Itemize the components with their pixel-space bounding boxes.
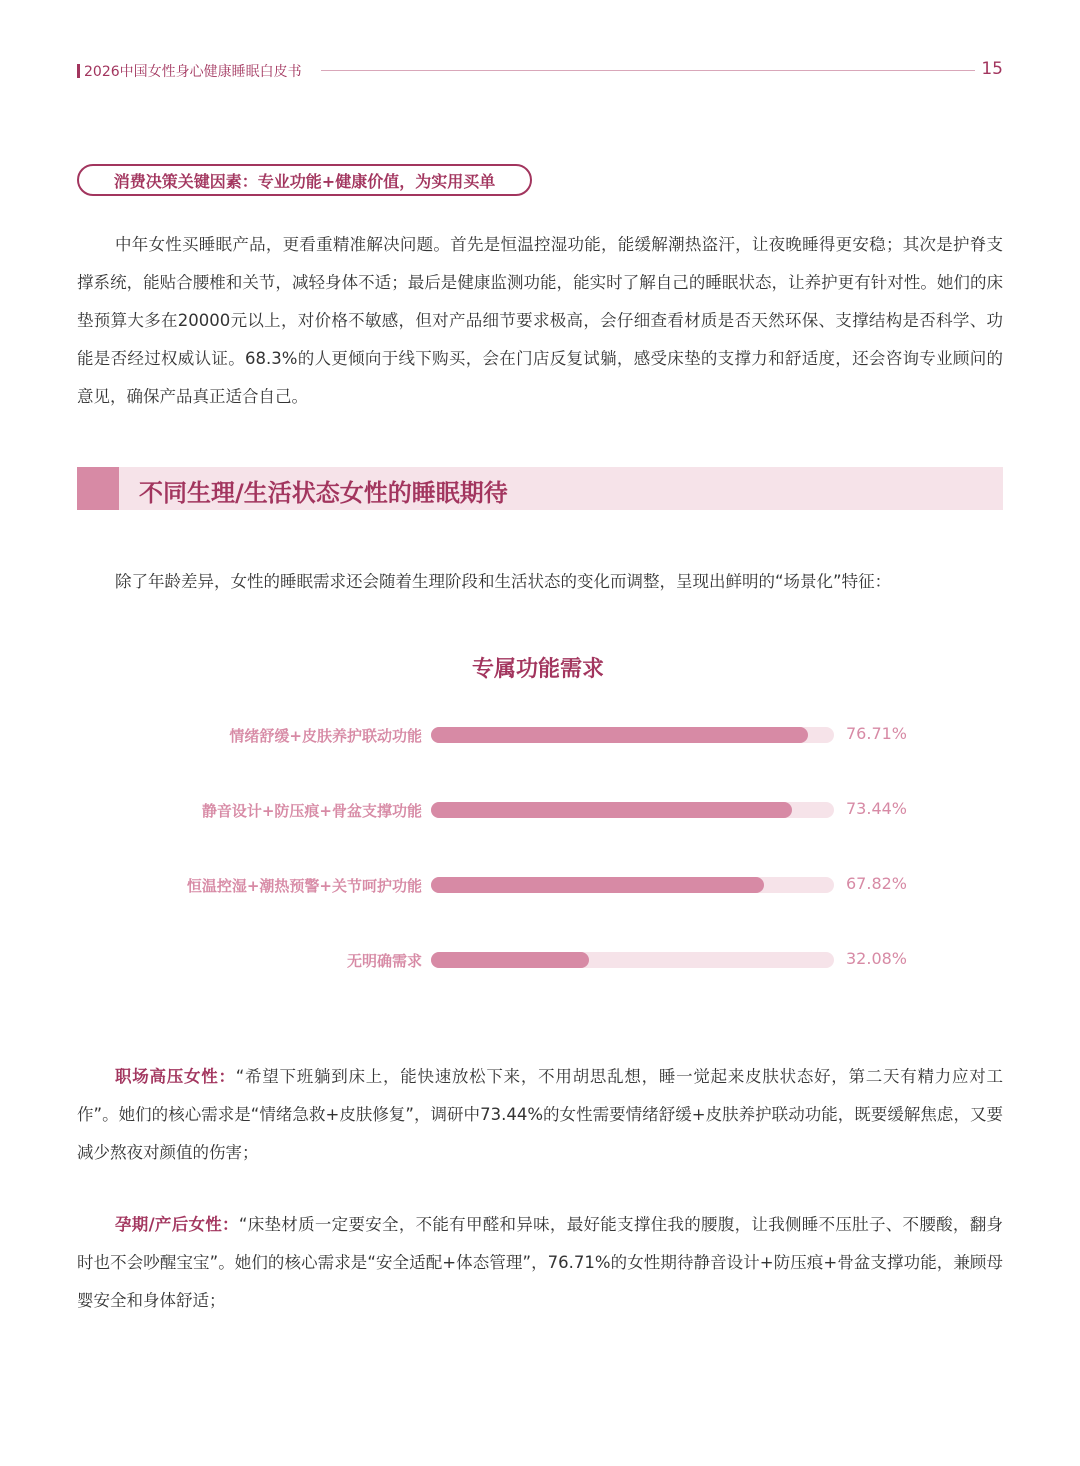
paragraph-workplace bbox=[77, 1058, 1003, 1172]
bar-track bbox=[431, 877, 834, 893]
bar bbox=[431, 727, 808, 743]
page-header bbox=[77, 60, 1003, 82]
header-marker bbox=[77, 64, 80, 78]
paragraph-pregnancy bbox=[77, 1206, 1003, 1320]
pregnancy-lead: 孕期/产后女性： bbox=[115, 1215, 239, 1234]
bar-label: 情绪舒缓+皮肤养护联动功能 bbox=[229, 727, 422, 745]
bar bbox=[431, 877, 764, 893]
feature-needs-chart bbox=[100, 640, 980, 1000]
chart-title: 专属功能需求 bbox=[471, 657, 604, 682]
workplace-text: “希望下班躺到床上，能快速放松下来，不用胡思乱想，睡一觉起来皮肤状态好，第二天有精力应对工作”。她们的核心需求是“情绪急救+皮肤修复”，调研中73.44%的女性需要情绪舒缓+皮肤养护联动功能，既要缓解焦虑，又要减少熬夜对颜值的伤害； bbox=[77, 1067, 1003, 1162]
bar-label: 恒温控湿+潮热预警+关节呵护功能 bbox=[186, 877, 422, 895]
bar-value-label: 73.44% bbox=[846, 799, 908, 818]
section-heading-block bbox=[77, 467, 119, 510]
bar-track bbox=[431, 802, 834, 818]
bar-label: 无明确需求 bbox=[346, 952, 422, 970]
bar-label: 静音设计+防压痕+骨盆支撑功能 bbox=[201, 802, 422, 820]
bar-value-label: 67.82% bbox=[846, 874, 908, 893]
bar-track bbox=[431, 727, 834, 743]
header-title: 2026中国女性身心健康睡眠白皮书 bbox=[84, 64, 302, 80]
bar-track bbox=[431, 952, 834, 968]
key-factors-pill: 消费决策关键因素：专业功能+健康价值，为实用买单 bbox=[77, 164, 532, 196]
section-heading-band bbox=[77, 467, 1003, 510]
paragraph-middle-aged: 中年女性买睡眠产品，更看重精准解决问题。首先是恒温控湿功能，能缓解潮热盗汗，让夜晚睡得更安稳；其次是护脊支撑系统，能贴合腰椎和关节，减轻身体不适；最后是健康监测功能，能实时了解自己的睡眠状态，让养护更有针对性。她们的床垫预算大多在20000元以上，对价格不敏感，但对产品细节要求极高，会仔细查看材质是否天然环保、支撑结构是否科学、功能是否经过权威认证。68.3%的人更倾向于线下购买，会在门店反复试躺，感受床垫的支撑力和舒适度，还会咨询专业顾问的意见，确保产品真正适合自己。 bbox=[77, 235, 1003, 406]
header-rule bbox=[321, 70, 975, 71]
bar bbox=[431, 952, 589, 968]
bar-value-label: 76.71% bbox=[846, 724, 908, 743]
pregnancy-text: “床垫材质一定要安全，不能有甲醛和异味，最好能支撑住我的腰腹，让我侧睡不压肚子、不腰酸，翻身时也不会吵醒宝宝”。她们的核心需求是“安全适配+体态管理”，76.71%的女性期待静音设计+防压痕+骨盆支撑功能，兼顾母婴安全和身体舒适； bbox=[77, 1215, 1003, 1310]
workplace-lead: 职场高压女性： bbox=[115, 1067, 236, 1086]
section-intro: 除了年龄差异，女性的睡眠需求还会随着生理阶段和生活状态的变化而调整，呈现出鲜明的“场景化”特征： bbox=[115, 572, 892, 591]
bar bbox=[431, 802, 792, 818]
section-title: 不同生理/生活状态女性的睡眠期待 bbox=[139, 479, 508, 507]
page-number: 15 bbox=[981, 59, 1003, 79]
bar-value-label: 32.08% bbox=[846, 949, 908, 968]
